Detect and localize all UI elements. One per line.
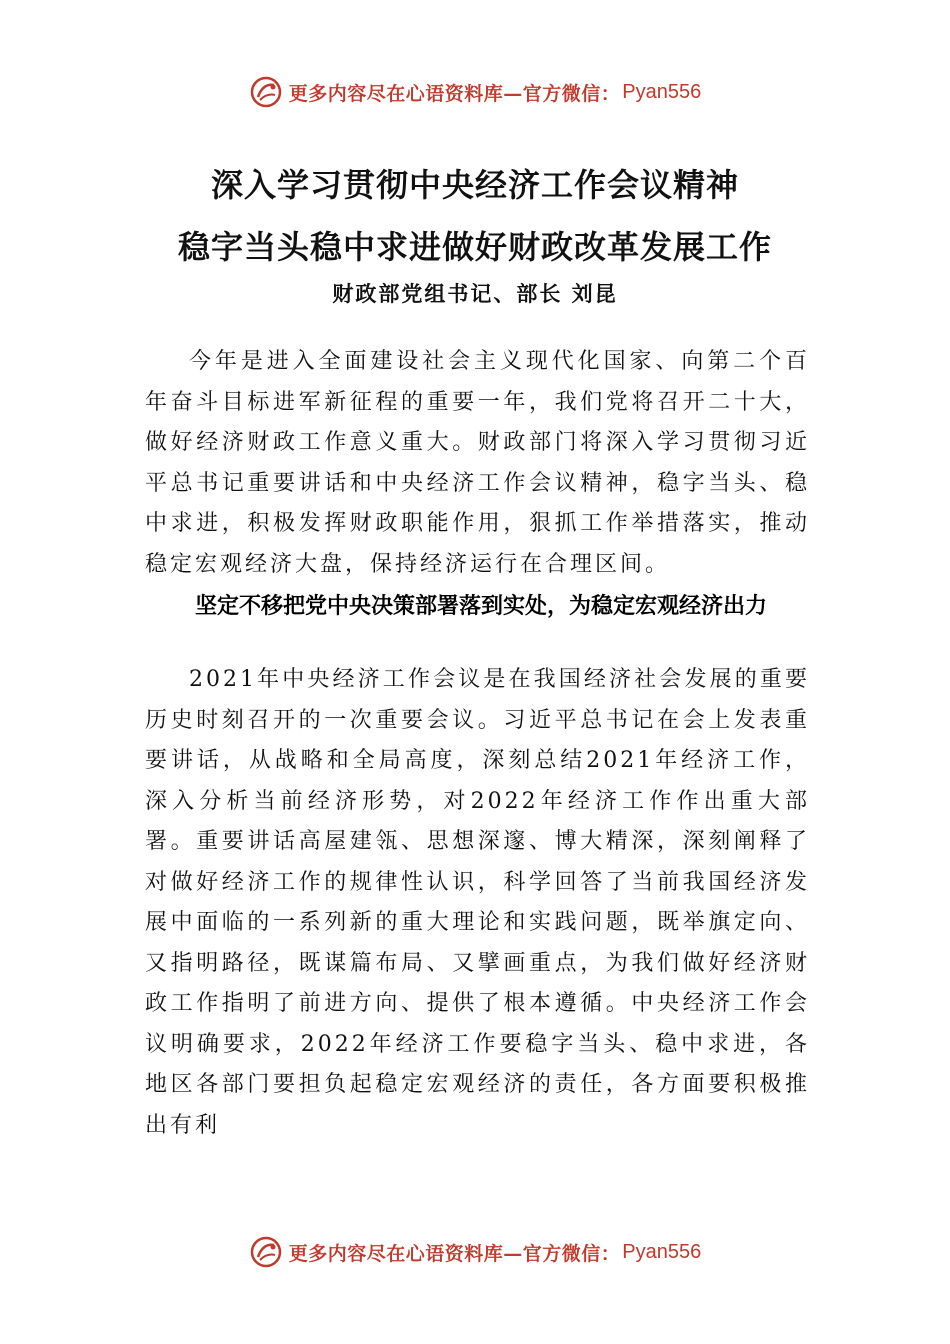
banner-text: 更多内容尽在心语资料库—官方微信： <box>288 82 621 105</box>
header-banner <box>0 72 950 112</box>
wechat-id: Pyan556 <box>622 80 702 103</box>
banner-text: 更多内容尽在心语资料库—官方微信： <box>288 1242 621 1265</box>
brand-logo-icon <box>249 75 283 109</box>
wechat-id: Pyan556 <box>622 1240 702 1263</box>
paragraph-intro: 今年是进入全面建设社会主义现代化国家、向第二个百年奋斗目标进军新征程的重要一年，我们党将召开二十大，做好经济财政工作意义重大。财政部门将深入学习贯彻习近平总书记重要讲话和中央经济工作会议精神，稳字当头、稳中求进，积极发挥财政职能作用，狠抓工作举措落实，推动稳定宏观经济大盘，保持经济运行在合理区间。 <box>145 349 810 577</box>
title-line-2: 稳字当头稳中求进做好财政改革发展工作 <box>177 228 772 266</box>
paragraph-body: 2021年中央经济工作会议是在我国经济社会发展的重要历史时刻召开的一次重要会议。习近平总书记在会上发表重要讲话，从战略和全局高度，深刻总结2021年经济工作，深入分析当前经济形势，对2022年经济工作作出重大部署。重要讲话高屋建瓴、思想深邃、博大精深，深刻阐释了对做好经济工作的规律性认识，科学回答了当前我国经济发展中面临的一系列新的重大理论和实践问题，既举旗定向、又指明路径，既谋篇布局、又擘画重点，为我们做好经济财政工作指明了前进方向、提供了根本遵循。中央经济工作会议明确要求，2022年经济工作要稳字当头、稳中求进，各地区各部门要担负起稳定宏观经济的责任，各方面要积极推出有利 <box>145 667 810 1138</box>
title-line-1: 深入学习贯彻中央经济工作会议精神 <box>210 166 739 204</box>
author-line: 财政部党组书记、部长 刘昆 <box>332 281 618 306</box>
footer-banner <box>0 1232 950 1272</box>
section-heading: 坚定不移把党中央决策部署落到实处，为稳定宏观经济出力 <box>195 594 768 619</box>
brand-logo-icon <box>249 1235 283 1269</box>
